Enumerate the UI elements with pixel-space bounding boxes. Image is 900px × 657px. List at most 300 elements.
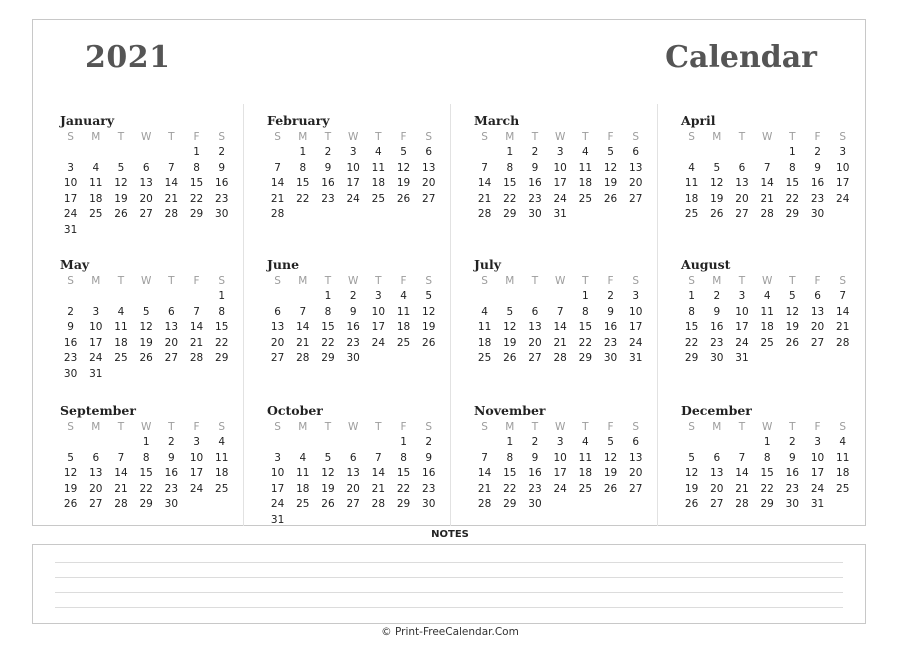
weekday-label: T bbox=[375, 131, 382, 143]
empty-cell bbox=[679, 145, 704, 161]
empty-cell bbox=[729, 145, 754, 161]
day-cell: 2 bbox=[168, 436, 175, 448]
day-cell: 5 bbox=[142, 305, 150, 318]
empty-cell bbox=[134, 145, 159, 161]
day-cell: 27 bbox=[139, 208, 153, 220]
day-cell: 2 bbox=[531, 436, 539, 448]
day-cell: 27 bbox=[422, 192, 436, 205]
day-cell: 18 bbox=[578, 467, 593, 479]
weekday-label: F bbox=[400, 421, 407, 433]
weekday-label: S bbox=[688, 131, 695, 143]
month-name: February bbox=[267, 113, 330, 128]
day-cell: 16 bbox=[785, 467, 800, 479]
weekday-label: W bbox=[761, 131, 773, 143]
weekday-label: S bbox=[218, 275, 226, 287]
day-cell: 16 bbox=[710, 321, 724, 333]
day-cell: 17 bbox=[553, 467, 567, 479]
weekday-label: T bbox=[324, 275, 332, 287]
weekday-label: S bbox=[274, 421, 281, 433]
empty-cell bbox=[341, 435, 366, 451]
day-cell: 26 bbox=[422, 336, 436, 349]
empty-cell bbox=[548, 289, 573, 305]
column-divider bbox=[657, 104, 658, 526]
month-name: August bbox=[681, 257, 731, 272]
weekday-label: S bbox=[481, 131, 488, 143]
day-cell: 12 bbox=[684, 467, 699, 479]
empty-cell bbox=[58, 289, 83, 305]
day-cell: 4 bbox=[839, 436, 847, 448]
day-cell: 4 bbox=[299, 451, 307, 464]
month-august bbox=[679, 256, 864, 367]
day-cell: 28 bbox=[189, 352, 204, 364]
day-cell: 6 bbox=[713, 451, 721, 464]
weekday-label: T bbox=[582, 131, 589, 143]
day-cell: 28 bbox=[477, 208, 492, 220]
empty-cell bbox=[58, 145, 83, 161]
month-september bbox=[58, 402, 243, 513]
day-cell: 24 bbox=[371, 336, 386, 349]
day-cell: 29 bbox=[503, 498, 517, 510]
weekday-label: M bbox=[505, 421, 515, 433]
day-cell: 5 bbox=[607, 436, 614, 448]
day-cell: 9 bbox=[67, 321, 74, 333]
day-cell: 1 bbox=[688, 290, 695, 302]
day-cell: 22 bbox=[503, 482, 517, 495]
day-cell: 1 bbox=[142, 436, 150, 448]
day-cell: 24 bbox=[836, 192, 850, 205]
month-name: July bbox=[474, 257, 502, 272]
empty-cell bbox=[679, 435, 704, 451]
day-cell: 19 bbox=[710, 192, 724, 205]
day-cell: 16 bbox=[215, 177, 229, 189]
day-cell: 29 bbox=[189, 208, 204, 220]
day-cell: 25 bbox=[684, 208, 699, 220]
empty-cell bbox=[184, 289, 209, 305]
weekday-label: S bbox=[688, 421, 695, 433]
day-cell: 26 bbox=[503, 352, 517, 364]
day-cell: 19 bbox=[63, 482, 78, 495]
notes-box[interactable] bbox=[32, 544, 866, 624]
day-cell: 22 bbox=[321, 336, 335, 349]
weekday-label: T bbox=[375, 275, 382, 287]
empty-cell bbox=[265, 145, 290, 161]
day-cell: 21 bbox=[114, 482, 128, 495]
empty-cell bbox=[704, 145, 729, 161]
day-cell: 1 bbox=[789, 146, 796, 158]
day-cell: 7 bbox=[481, 451, 488, 464]
empty-cell bbox=[83, 145, 108, 161]
day-cell: 8 bbox=[789, 161, 796, 174]
day-cell: 8 bbox=[299, 161, 307, 174]
day-cell: 20 bbox=[528, 336, 542, 349]
day-cell: 25 bbox=[760, 336, 774, 349]
day-cell: 3 bbox=[193, 436, 200, 448]
weekday-label: T bbox=[168, 421, 175, 433]
month-name: November bbox=[474, 403, 546, 418]
empty-cell bbox=[366, 435, 391, 451]
month-grid bbox=[472, 419, 657, 513]
empty-cell bbox=[704, 435, 729, 451]
day-cell: 18 bbox=[836, 467, 850, 479]
day-cell: 13 bbox=[346, 467, 360, 479]
weekday-label: S bbox=[632, 131, 640, 143]
day-cell: 12 bbox=[710, 177, 724, 189]
day-cell: 31 bbox=[553, 208, 567, 220]
day-cell: 29 bbox=[785, 208, 800, 220]
day-cell: 28 bbox=[760, 208, 774, 220]
day-cell: 13 bbox=[528, 321, 542, 333]
empty-cell bbox=[729, 435, 754, 451]
day-cell: 13 bbox=[629, 161, 643, 174]
weekday-label: M bbox=[712, 421, 722, 433]
day-cell: 21 bbox=[760, 192, 774, 205]
month-grid bbox=[265, 419, 450, 528]
day-cell: 10 bbox=[553, 451, 567, 464]
day-cell: 7 bbox=[738, 451, 746, 464]
weekday-label: M bbox=[505, 275, 515, 287]
day-cell: 11 bbox=[296, 467, 310, 479]
day-cell: 24 bbox=[89, 352, 103, 364]
day-cell: 12 bbox=[139, 321, 153, 333]
day-cell: 3 bbox=[349, 146, 357, 158]
day-cell: 1 bbox=[506, 436, 514, 448]
day-cell: 20 bbox=[629, 467, 643, 479]
weekday-label: F bbox=[814, 131, 821, 143]
day-cell: 9 bbox=[218, 161, 226, 174]
day-cell: 30 bbox=[810, 208, 825, 220]
empty-cell bbox=[83, 289, 108, 305]
day-cell: 4 bbox=[375, 146, 382, 158]
month-june bbox=[265, 256, 450, 367]
calendar-title: Calendar bbox=[665, 40, 817, 75]
day-cell: 8 bbox=[506, 451, 514, 464]
day-cell: 9 bbox=[531, 161, 539, 174]
day-cell: 10 bbox=[346, 161, 360, 174]
month-december bbox=[679, 402, 864, 513]
day-cell: 8 bbox=[218, 305, 226, 318]
weekday-label: M bbox=[298, 131, 308, 143]
month-grid bbox=[472, 273, 657, 367]
day-cell: 25 bbox=[396, 336, 411, 349]
day-cell: 16 bbox=[321, 177, 335, 189]
day-cell: 22 bbox=[139, 482, 153, 495]
day-cell: 9 bbox=[607, 305, 614, 318]
day-cell: 19 bbox=[603, 467, 618, 479]
day-cell: 11 bbox=[215, 451, 229, 464]
day-cell: 29 bbox=[321, 352, 335, 364]
day-cell: 26 bbox=[321, 498, 335, 510]
day-cell: 27 bbox=[89, 498, 103, 510]
day-cell: 16 bbox=[603, 321, 618, 333]
day-cell: 12 bbox=[785, 305, 800, 318]
weekday-label: W bbox=[554, 275, 566, 287]
day-cell: 3 bbox=[274, 451, 281, 464]
day-cell: 14 bbox=[189, 321, 204, 333]
day-cell: 15 bbox=[760, 467, 774, 479]
day-cell: 31 bbox=[810, 498, 825, 510]
day-cell: 25 bbox=[578, 192, 593, 205]
day-cell: 7 bbox=[839, 290, 847, 302]
day-cell: 9 bbox=[349, 305, 357, 318]
weekday-label: S bbox=[839, 275, 847, 287]
column-divider bbox=[450, 104, 451, 526]
day-cell: 6 bbox=[274, 305, 281, 318]
weekday-label: F bbox=[400, 131, 407, 143]
weekday-label: T bbox=[582, 275, 589, 287]
weekday-label: M bbox=[712, 131, 722, 143]
day-cell: 10 bbox=[89, 321, 103, 333]
day-cell: 2 bbox=[713, 290, 721, 302]
empty-cell bbox=[472, 145, 497, 161]
day-cell: 18 bbox=[396, 321, 411, 333]
day-cell: 21 bbox=[477, 482, 492, 495]
weekday-label: T bbox=[117, 131, 125, 143]
day-cell: 25 bbox=[836, 482, 850, 495]
year-heading: 2021 bbox=[85, 40, 171, 75]
day-cell: 12 bbox=[114, 177, 128, 189]
day-cell: 22 bbox=[215, 336, 229, 349]
day-cell: 22 bbox=[785, 192, 800, 205]
day-cell: 31 bbox=[735, 352, 749, 364]
day-cell: 28 bbox=[270, 208, 285, 220]
day-cell: 6 bbox=[425, 146, 433, 158]
weekday-label: T bbox=[117, 421, 125, 433]
day-cell: 30 bbox=[710, 352, 724, 364]
day-cell: 3 bbox=[839, 146, 847, 158]
day-cell: 7 bbox=[763, 161, 771, 174]
day-cell: 6 bbox=[632, 436, 640, 448]
weekday-label: T bbox=[582, 421, 589, 433]
day-cell: 12 bbox=[422, 305, 436, 318]
day-cell: 16 bbox=[164, 467, 179, 479]
day-cell: 18 bbox=[89, 192, 103, 205]
day-cell: 26 bbox=[684, 498, 699, 510]
day-cell: 28 bbox=[164, 208, 179, 220]
day-cell: 30 bbox=[528, 498, 542, 510]
day-cell: 28 bbox=[477, 498, 492, 510]
day-cell: 24 bbox=[346, 192, 360, 205]
day-cell: 28 bbox=[371, 498, 386, 510]
day-cell: 14 bbox=[836, 305, 850, 318]
day-cell: 25 bbox=[477, 352, 492, 364]
weekday-label: T bbox=[324, 421, 332, 433]
month-name: October bbox=[267, 403, 323, 418]
day-cell: 2 bbox=[425, 436, 433, 448]
day-cell: 13 bbox=[139, 177, 153, 189]
empty-cell bbox=[58, 435, 83, 451]
day-cell: 17 bbox=[189, 467, 204, 479]
day-cell: 31 bbox=[89, 367, 103, 380]
month-grid bbox=[679, 419, 864, 513]
day-cell: 2 bbox=[324, 146, 332, 158]
weekday-label: W bbox=[140, 275, 152, 287]
day-cell: 6 bbox=[531, 305, 539, 318]
day-cell: 13 bbox=[735, 177, 749, 189]
day-cell: 3 bbox=[814, 436, 821, 448]
day-cell: 18 bbox=[684, 192, 699, 205]
day-cell: 15 bbox=[321, 321, 335, 333]
day-cell: 10 bbox=[836, 161, 850, 174]
empty-cell bbox=[83, 435, 108, 451]
day-cell: 25 bbox=[296, 498, 310, 510]
weekday-label: S bbox=[274, 275, 281, 287]
empty-cell bbox=[265, 289, 290, 305]
day-cell: 22 bbox=[760, 482, 774, 495]
day-cell: 10 bbox=[553, 161, 567, 174]
day-cell: 19 bbox=[503, 336, 517, 349]
day-cell: 1 bbox=[506, 146, 514, 158]
weekday-label: T bbox=[375, 421, 382, 433]
day-cell: 14 bbox=[735, 467, 749, 479]
day-cell: 17 bbox=[836, 177, 850, 189]
day-cell: 11 bbox=[578, 161, 593, 174]
month-grid bbox=[265, 273, 450, 367]
day-cell: 13 bbox=[629, 451, 643, 464]
day-cell: 19 bbox=[422, 321, 436, 333]
day-cell: 18 bbox=[477, 336, 492, 349]
day-cell: 22 bbox=[578, 336, 593, 349]
empty-cell bbox=[108, 145, 133, 161]
day-cell: 26 bbox=[603, 192, 618, 205]
month-name: March bbox=[474, 113, 520, 128]
day-cell: 5 bbox=[117, 161, 125, 174]
day-cell: 27 bbox=[528, 352, 542, 364]
weekday-label: W bbox=[347, 131, 359, 143]
empty-cell bbox=[134, 289, 159, 305]
weekday-label: S bbox=[425, 421, 433, 433]
day-cell: 27 bbox=[810, 336, 825, 349]
day-cell: 9 bbox=[324, 161, 332, 174]
empty-cell bbox=[755, 145, 780, 161]
month-grid bbox=[472, 129, 657, 223]
footer-credit: © Print-FreeCalendar.Com bbox=[381, 626, 519, 638]
weekday-label: T bbox=[117, 275, 125, 287]
day-cell: 17 bbox=[553, 177, 567, 189]
day-cell: 5 bbox=[688, 451, 695, 464]
day-cell: 20 bbox=[710, 482, 724, 495]
day-cell: 20 bbox=[89, 482, 103, 495]
weekday-label: S bbox=[218, 131, 226, 143]
day-cell: 4 bbox=[218, 436, 226, 448]
day-cell: 26 bbox=[63, 498, 78, 510]
day-cell: 15 bbox=[396, 467, 411, 479]
day-cell: 11 bbox=[760, 305, 774, 318]
empty-cell bbox=[108, 435, 133, 451]
day-cell: 28 bbox=[114, 498, 128, 510]
day-cell: 26 bbox=[114, 208, 128, 220]
day-cell: 20 bbox=[422, 177, 436, 189]
day-cell: 19 bbox=[321, 482, 335, 495]
day-cell: 19 bbox=[114, 192, 128, 205]
day-cell: 5 bbox=[67, 451, 74, 464]
day-cell: 28 bbox=[553, 352, 567, 364]
empty-cell bbox=[522, 289, 547, 305]
day-cell: 21 bbox=[296, 336, 310, 349]
weekday-label: M bbox=[91, 421, 101, 433]
day-cell: 14 bbox=[296, 321, 310, 333]
weekday-label: T bbox=[531, 131, 539, 143]
day-cell: 9 bbox=[814, 161, 821, 174]
day-cell: 23 bbox=[63, 352, 78, 364]
month-november bbox=[472, 402, 657, 513]
day-cell: 24 bbox=[553, 192, 567, 205]
month-april bbox=[679, 112, 864, 223]
day-cell: 13 bbox=[422, 161, 436, 174]
day-cell: 12 bbox=[603, 451, 618, 464]
day-cell: 23 bbox=[603, 336, 618, 349]
weekday-label: F bbox=[607, 131, 614, 143]
empty-cell bbox=[472, 289, 497, 305]
weekday-label: W bbox=[554, 131, 566, 143]
day-cell: 28 bbox=[836, 336, 850, 349]
month-grid bbox=[58, 273, 243, 382]
day-cell: 25 bbox=[114, 352, 128, 364]
month-grid bbox=[679, 273, 864, 367]
day-cell: 29 bbox=[760, 498, 774, 510]
weekday-label: S bbox=[839, 421, 847, 433]
day-cell: 11 bbox=[578, 451, 593, 464]
day-cell: 22 bbox=[396, 482, 411, 495]
day-cell: 20 bbox=[270, 336, 285, 349]
day-cell: 15 bbox=[296, 177, 310, 189]
day-cell: 18 bbox=[760, 321, 774, 333]
weekday-label: S bbox=[425, 275, 433, 287]
day-cell: 16 bbox=[528, 467, 542, 479]
weekday-label: S bbox=[425, 131, 433, 143]
day-cell: 14 bbox=[477, 467, 492, 479]
day-cell: 14 bbox=[371, 467, 386, 479]
day-cell: 17 bbox=[810, 467, 825, 479]
day-cell: 26 bbox=[603, 482, 618, 495]
day-cell: 20 bbox=[810, 321, 825, 333]
weekday-label: T bbox=[738, 275, 746, 287]
day-cell: 7 bbox=[299, 305, 307, 318]
day-cell: 11 bbox=[684, 177, 699, 189]
day-cell: 23 bbox=[710, 336, 724, 349]
day-cell: 2 bbox=[218, 146, 226, 158]
day-cell: 18 bbox=[296, 482, 310, 495]
day-cell: 20 bbox=[139, 192, 153, 205]
day-cell: 10 bbox=[371, 305, 386, 318]
weekday-label: S bbox=[67, 275, 74, 287]
day-cell: 11 bbox=[477, 321, 492, 333]
weekday-label: F bbox=[607, 275, 614, 287]
weekday-label: T bbox=[738, 131, 746, 143]
day-cell: 9 bbox=[425, 451, 433, 464]
day-cell: 30 bbox=[785, 498, 800, 510]
day-cell: 1 bbox=[400, 436, 407, 448]
weekday-label: S bbox=[274, 131, 281, 143]
day-cell: 11 bbox=[396, 305, 411, 318]
weekday-label: W bbox=[140, 131, 152, 143]
month-october bbox=[265, 402, 450, 528]
day-cell: 23 bbox=[215, 192, 229, 205]
month-name: January bbox=[60, 113, 115, 128]
day-cell: 31 bbox=[270, 513, 285, 526]
weekday-label: T bbox=[789, 131, 796, 143]
day-cell: 3 bbox=[556, 436, 564, 448]
day-cell: 10 bbox=[270, 467, 285, 479]
weekday-label: T bbox=[738, 421, 746, 433]
day-cell: 16 bbox=[63, 336, 78, 349]
day-cell: 3 bbox=[632, 290, 640, 302]
day-cell: 22 bbox=[684, 336, 699, 349]
day-cell: 10 bbox=[810, 451, 825, 464]
day-cell: 2 bbox=[814, 146, 821, 158]
day-cell: 26 bbox=[785, 336, 800, 349]
day-cell: 31 bbox=[63, 223, 78, 236]
day-cell: 23 bbox=[528, 192, 542, 205]
